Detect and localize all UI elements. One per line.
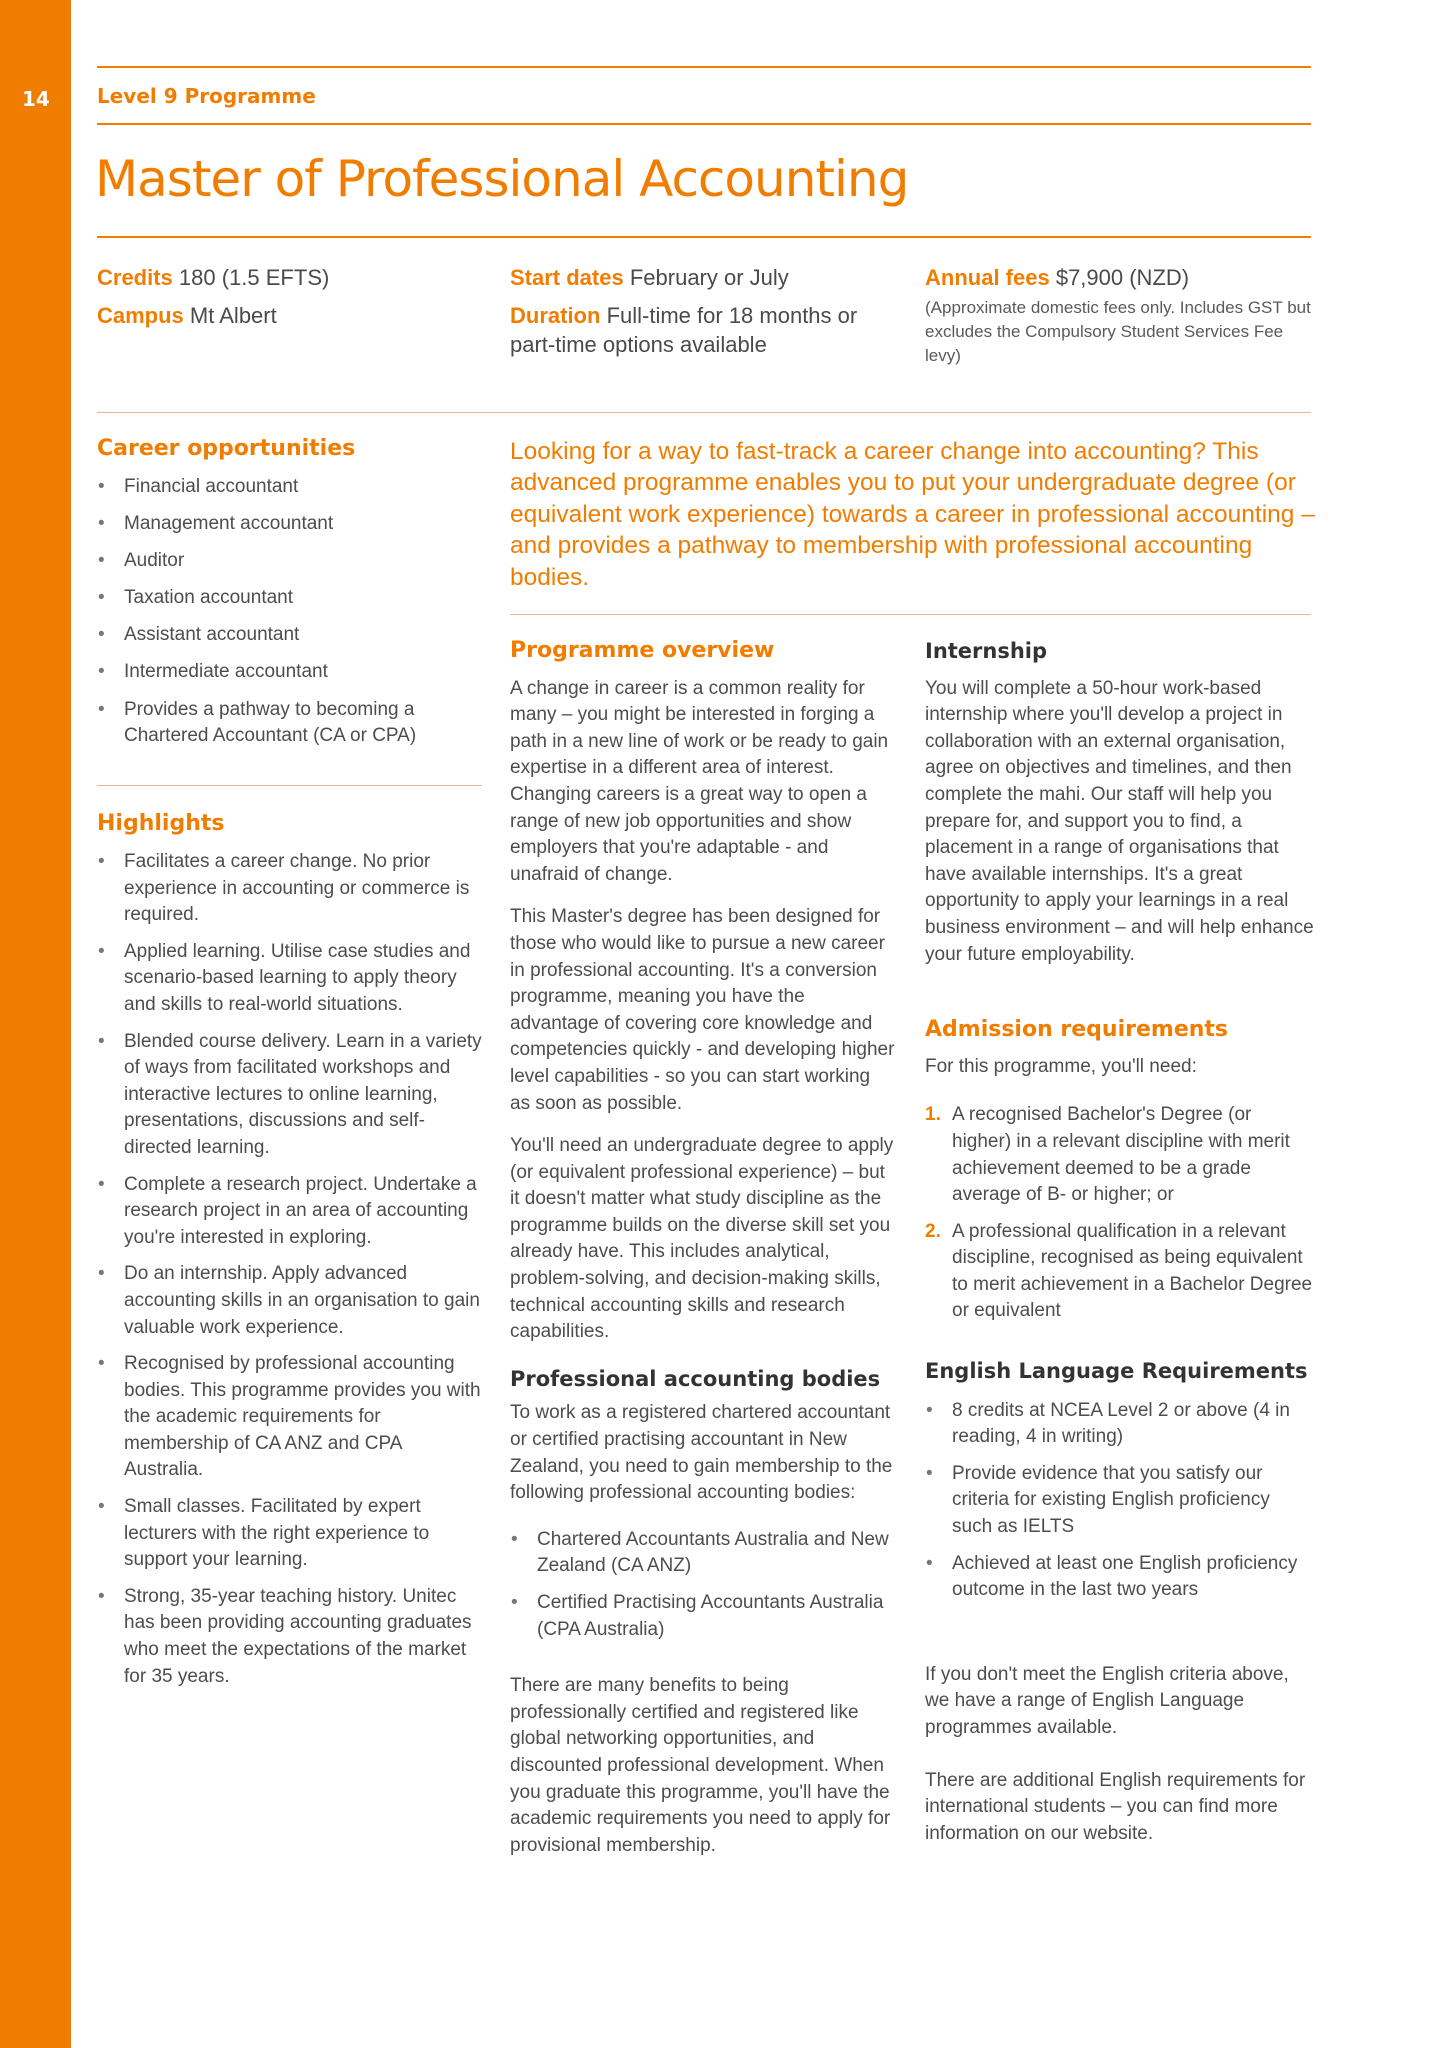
start-dates-value: February or July: [629, 265, 789, 290]
bodies-list: [510, 1527, 895, 1643]
list-item: [925, 1219, 1315, 1325]
duration-label: Duration: [510, 303, 601, 328]
bodies-outro: There are many benefits to being professionally certified and registered like global networking opportunities, and discounted professional development. When you graduate this programme, you'll have the academic requirements you need to apply for provisional membership.: [510, 1675, 891, 1856]
list-item: • Applied learning. Utilise case studies and scenario-based learning to apply theory and skills to real-world situations.: [97, 939, 482, 1019]
highlights-list: [97, 849, 482, 1690]
credits-value: 180 (1.5 EFTS): [178, 265, 330, 290]
intro-text: Looking for a way to fast-track a career change into accounting? This advanced programme enables you to put your undergraduate degree (or equivalent work experience) towards a career in professional accounting – and provides a pathway to membership with professional accounting bodies.: [510, 438, 1315, 591]
admission-heading: Admission requirements: [925, 1017, 1229, 1043]
list-item: [925, 1102, 1315, 1208]
middle-column: [510, 638, 895, 1875]
campus-row: [97, 301, 477, 330]
info-dates-duration: [510, 263, 890, 359]
list-item: • Chartered Accountants Australia and New Zealand (CA ANZ): [510, 1527, 895, 1580]
fees-row: [925, 263, 1315, 292]
list-item: • Do an internship. Apply advanced accounting skills in an organisation to gain valuable work experience.: [97, 1261, 482, 1341]
info-divider: [97, 412, 1311, 413]
list-item: • Small classes. Facilitated by expert lecturers with the right experience to support your learning.: [97, 1494, 482, 1574]
info-fees: [925, 263, 1315, 368]
list-item: • Management accountant: [97, 511, 482, 538]
credits-row: [97, 263, 477, 292]
overview-paragraph: A change in career is a common reality for many – you might be interested in forging a path in a new line of work or be ready to gain expertise in a different area of interest. Changing careers is a great way to open a range of new job opportunities and show employers that you're adaptable - and unafraid of change.: [510, 677, 889, 885]
section-rule: [97, 123, 1311, 125]
left-column: [97, 436, 482, 760]
bodies-heading: Professional accounting bodies: [510, 1366, 881, 1391]
list-item: • Complete a research project. Undertake a research project in an area of accounting you're interested in exploring.: [97, 1172, 482, 1252]
item-number: 2.: [925, 1220, 941, 1242]
campus-label: Campus: [97, 303, 184, 328]
english-paragraph-1: If you don't meet the English criteria above, we have a range of English Language programmes available.: [925, 1663, 1289, 1738]
overview-paragraph: This Master's degree has been designed for those who would like to pursue a new career in professional accounting. It's a conversion programme, meaning you have the advantage of covering core knowledge and competencies quickly - and developing higher level capabilities - so you can start working as soon as possible.: [510, 906, 895, 1114]
list-item: • 8 credits at NCEA Level 2 or above (4 in reading, 4 in writing): [925, 1398, 1315, 1451]
admission-intro: For this programme, you'll need:: [925, 1055, 1197, 1077]
list-item: • Blended course delivery. Learn in a variety of ways from facilitated workshops and interactive lectures to online learning, presentations, discussions and self-directed learning.: [97, 1029, 482, 1162]
list-item: • Certified Practising Accountants Australia (CPA Australia): [510, 1590, 895, 1643]
duration-value: Full-time for 18 months or part-time options available: [510, 303, 858, 357]
highlights-heading: Highlights: [97, 811, 225, 836]
list-item: • Achieved at least one English proficiency outcome in the last two years: [925, 1551, 1315, 1604]
list-item: • Recognised by professional accounting bodies. This programme provides you with the academic requirements for membership of CA ANZ and CPA Australia.: [97, 1351, 482, 1484]
list-item: • Facilitates a career change. No prior experience in accounting or commerce is required.: [97, 849, 482, 929]
page-number: 14: [22, 87, 50, 111]
side-accent-strip: [0, 0, 71, 2048]
internship-text: You will complete a 50-hour work-based internship where you'll develop a project in collaboration with an external organisation, agree on objectives and timelines, and then complete the mahi. Our staff will help you prepare for, and support you to find, a placement in a range of organisations that have available internships. It's a great opportunity to apply your learnings in a real business environment – and will help enhance your future employability.: [925, 677, 1314, 965]
list-item: • Assistant accountant: [97, 622, 482, 649]
credits-label: Credits: [97, 265, 173, 290]
list-item: • Provide evidence that you satisfy our criteria for existing English proficiency such as IELTS: [925, 1461, 1315, 1541]
item-text: A professional qualification in a relevant discipline, recognised as being equivalent to merit achievement in a Bachelor Degree or equivalent: [952, 1220, 1313, 1322]
highlights-section: [97, 811, 482, 1700]
duration-row: [510, 301, 890, 359]
internship-heading: Internship: [925, 639, 1048, 663]
list-item: • Taxation accountant: [97, 585, 482, 612]
start-dates-row: [510, 263, 890, 292]
career-list: [97, 474, 482, 750]
info-credits-campus: [97, 263, 477, 330]
english-list: [925, 1398, 1315, 1604]
admission-list: [925, 1102, 1315, 1325]
top-rule: [97, 66, 1311, 68]
list-item: • Strong, 35-year teaching history. Unitec has been providing accounting graduates who meet the expectations of the market for 35 years.: [97, 1584, 482, 1690]
list-item: • Financial accountant: [97, 474, 482, 501]
fees-label: Annual fees: [925, 265, 1050, 290]
intro-divider: [510, 614, 1311, 615]
item-number: 1.: [925, 1104, 941, 1126]
overview-paragraph: You'll need an undergraduate degree to apply (or equivalent professional experience) – but it doesn't matter what study discipline as the programme builds on the diverse skill set you already have. This includes analytical, problem-solving, and decision-making skills, technical accounting skills and research capabilities.: [510, 1135, 894, 1343]
fees-note: (Approximate domestic fees only. Includes GST but excludes the Compulsory Student Services Fee levy): [925, 298, 1311, 365]
list-item: • Intermediate accountant: [97, 659, 482, 686]
list-item: • Auditor: [97, 548, 482, 575]
item-text: A recognised Bachelor's Degree (or higher) in a relevant discipline with merit achievement deemed to be a grade average of B- or higher; or: [952, 1104, 1290, 1206]
english-paragraph-2: There are additional English requirements for international students – you can find more information on our website.: [925, 1769, 1306, 1844]
english-heading: English Language Requirements: [925, 1359, 1308, 1384]
start-dates-label: Start dates: [510, 265, 624, 290]
overview-heading: Programme overview: [510, 638, 775, 663]
career-divider: [97, 785, 482, 786]
campus-value: Mt Albert: [189, 303, 277, 328]
title-rule: [97, 236, 1311, 238]
career-heading: Career opportunities: [97, 436, 356, 461]
page-title: Master of Professional Accounting: [95, 150, 909, 208]
right-column: [925, 638, 1315, 1863]
fees-value: $7,900 (NZD): [1055, 265, 1190, 290]
bodies-intro: To work as a registered chartered accountant or certified practising accountant in New Zealand, you need to gain membership to the following professional accounting bodies:: [510, 1402, 893, 1504]
section-label: Level 9 Programme: [97, 84, 316, 108]
list-item: • Provides a pathway to becoming a Chartered Accountant (CA or CPA): [97, 697, 482, 750]
